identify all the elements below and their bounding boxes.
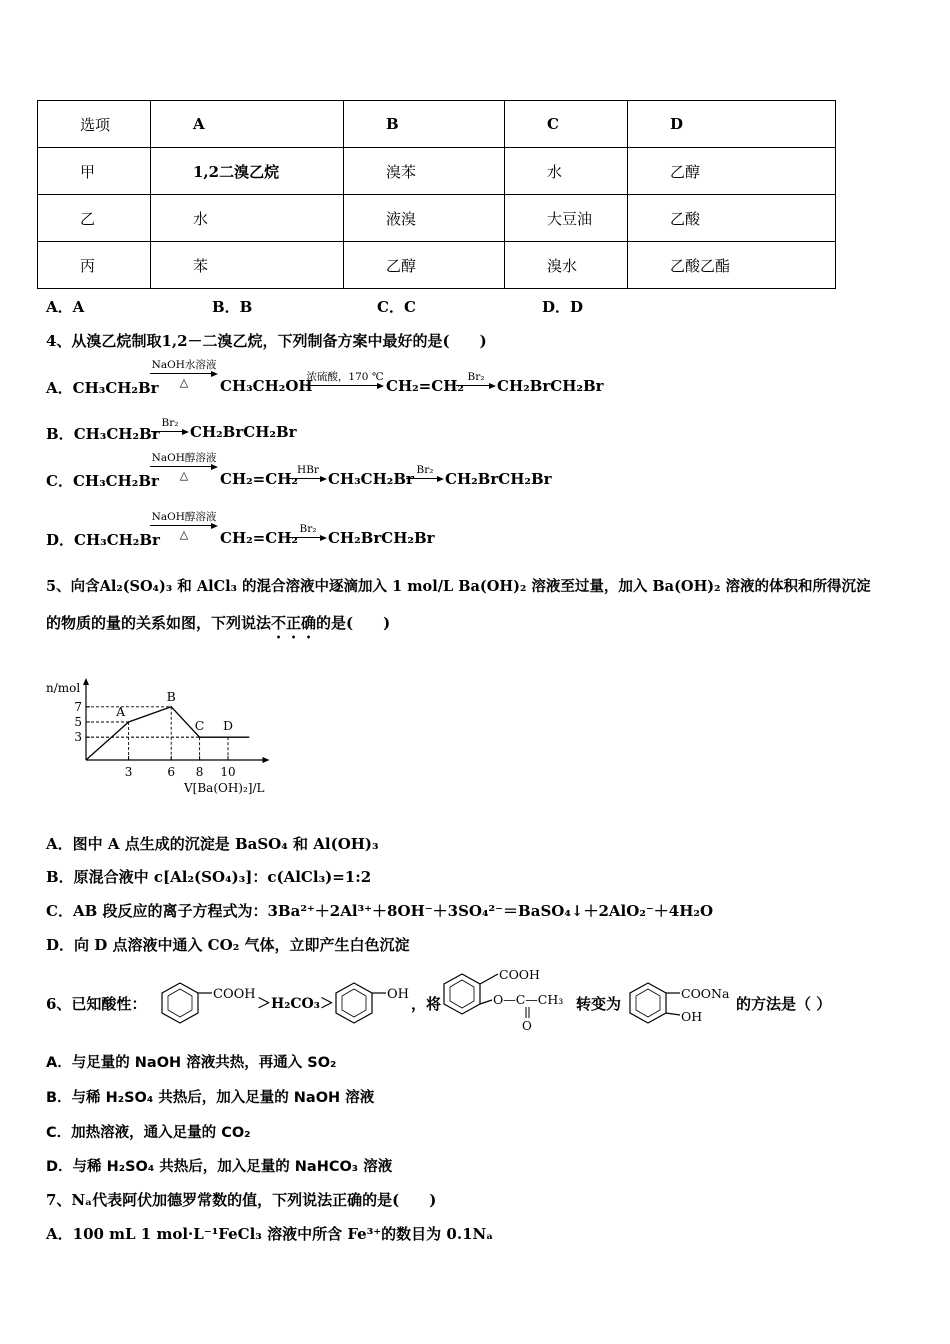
x-tick-label: 6 <box>167 765 176 779</box>
q4-c-product-1: CH₂=CH₂ <box>220 470 298 488</box>
q5-option-d: D．向 D 点溶液中通入 CO₂ 气体，立即产生白色沉淀 <box>46 936 410 954</box>
q5-option-c: C．AB 段反应的离子方程式为：3Ba²⁺＋2Al³⁺＋8OH⁻＋3SO₄²⁻＝BaSO₄↓＋2AlO₂⁻＋4H₂O <box>46 902 714 920</box>
point-label-a: A <box>116 704 126 719</box>
reaction-arrow: 浓硫酸，170 ℃ <box>306 371 384 389</box>
table-cell: 水 <box>505 148 628 195</box>
svg-text:COONa: COONa <box>681 986 730 1001</box>
table-cell: 大豆油 <box>505 195 628 242</box>
q4-a-product-1: CH₃CH₂OH <box>220 377 313 395</box>
table-cell: 液溴 <box>344 195 505 242</box>
q4-b-product: CH₂BrCH₂Br <box>190 423 297 441</box>
table-cell: D <box>628 101 836 148</box>
table-cell: 乙醇 <box>344 242 505 289</box>
q6-option-d: D．与稀 H₂SO₄ 共热后，加入足量的 NaHCO₃ 溶液 <box>46 1159 393 1175</box>
reaction-arrow: Br₂ <box>406 464 444 482</box>
table-cell: 溴水 <box>505 242 628 289</box>
x-axis-arrow <box>263 757 270 763</box>
point-label-c: C <box>194 718 205 734</box>
reaction-arrow: HBr <box>289 464 327 482</box>
table-cell: 乙酸乙酯 <box>628 242 836 289</box>
q5-option-b: B．原混合液中 c[Al₂(SO₄)₃]：c(AlCl₃)=1:2 <box>46 868 372 886</box>
x-axis-label: V[Ba(OH)₂]/L <box>184 781 265 795</box>
table-cell: 水 <box>151 195 344 242</box>
q6-option-c: C．加热溶液，通入足量的 CO₂ <box>46 1125 251 1141</box>
y-tick-label: 5 <box>74 715 82 729</box>
phenol-structure <box>326 974 414 1032</box>
sodium-salicylate-structure <box>622 975 736 1031</box>
point-label-b: B <box>166 688 176 704</box>
table-row <box>38 242 836 289</box>
y-tick-label: 3 <box>74 730 82 745</box>
q6-convert-label: 转变为 <box>576 995 622 1013</box>
question-6-stem: 6、已知酸性： <box>46 995 147 1013</box>
reaction-arrow: Br₂ <box>289 523 327 541</box>
table-cell: 乙 <box>38 195 151 242</box>
q4-a-product-3: CH₂BrCH₂Br <box>497 377 604 395</box>
table-cell: C <box>505 101 628 148</box>
table-row <box>38 101 836 148</box>
table-cell: B <box>344 101 505 148</box>
svg-text:O: O <box>522 1019 532 1033</box>
question-4-stem: 4、从溴乙烷制取1,2－二溴乙烷，下列制备方案中最好的是( ) <box>46 332 487 350</box>
q4-option-d: D．CH₃CH₂Br <box>46 531 160 549</box>
question-7-stem: 7、Nₐ代表阿伏加德罗常数的值，下列说法正确的是( ) <box>46 1191 437 1209</box>
aspirin-structure <box>436 962 576 1034</box>
question-5-stem-2: 的物质的量的关系如图，下列说法不正确的是( ) <box>46 614 391 632</box>
q4-option-c: C．CH₃CH₂Br <box>46 472 159 490</box>
q6-option-b: B．与稀 H₂SO₄ 共热后，加入足量的 NaOH 溶液 <box>46 1090 375 1106</box>
q6-tail: 的方法是（ ） <box>736 995 832 1013</box>
svg-text:OH: OH <box>681 1009 703 1024</box>
answer-option-d: D．D <box>542 298 584 316</box>
q4-c-product-2: CH₃CH₂Br <box>328 470 414 488</box>
answer-option-c: C．C <box>377 298 416 316</box>
q7-option-a: A．100 mL 1 mol·L⁻¹FeCl₃ 溶液中所含 Fe³⁺的数目为 0.1Nₐ <box>46 1225 494 1243</box>
reaction-arrow: NaOH水溶液 △ <box>151 359 217 389</box>
table-cell: 丙 <box>38 242 151 289</box>
q4-a-product-2: CH₂=CH₂ <box>386 377 464 395</box>
q6-option-a: A．与足量的 NaOH 溶液共热，再通入 SO₂ <box>46 1055 337 1071</box>
question-5-stem: 5、向含Al₂(SO₄)₃ 和 AlCl₃ 的混合溶液中逐滴加入 1 mol/L Ba(OH)₂ 溶液至过量，加入 Ba(OH)₂ 溶液的体积和所得沉淀 <box>46 578 871 595</box>
precipitate-chart <box>44 644 284 800</box>
q4-option-a: A．CH₃CH₂Br <box>46 379 159 397</box>
table-row <box>38 148 836 195</box>
table-cell: 选项 <box>38 101 151 148</box>
q6-connector: ，将 <box>411 995 442 1013</box>
series-line <box>86 707 249 760</box>
table-cell: 1,2二溴乙烷 <box>151 148 344 195</box>
q4-d-product-2: CH₂BrCH₂Br <box>328 529 435 547</box>
point-label-d: D <box>222 718 234 734</box>
x-tick-label: 10 <box>220 765 236 779</box>
reaction-arrow: Br₂ <box>151 417 189 435</box>
q4-d-product-1: CH₂=CH₂ <box>220 529 298 547</box>
table-cell: 苯 <box>151 242 344 289</box>
table-cell: 溴苯 <box>344 148 505 195</box>
x-tick-label: 8 <box>195 765 204 779</box>
table-row <box>38 195 836 242</box>
svg-text:O—C—CH₃: O—C—CH₃ <box>493 992 564 1007</box>
q5-option-a: A．图中 A 点生成的沉淀是 BaSO₄ 和 Al(OH)₃ <box>46 835 379 853</box>
x-tick-label: 3 <box>124 765 133 779</box>
svg-text:OH: OH <box>387 987 409 1002</box>
options-table <box>37 100 836 289</box>
table-cell: 甲 <box>38 148 151 195</box>
answer-option-a: A．A <box>46 298 85 316</box>
answer-option-b: B．B <box>212 298 253 316</box>
table-cell: A <box>151 101 344 148</box>
acidity-order: ＞H₂CO₃＞ <box>257 996 334 1012</box>
svg-text:COOH: COOH <box>213 987 256 1002</box>
q4-option-b: B．CH₃CH₂Br <box>46 425 160 443</box>
reaction-arrow: NaOH醇溶液 △ <box>151 511 217 541</box>
y-axis-arrow <box>83 678 89 685</box>
y-axis-label: n/mol <box>46 681 81 695</box>
table-cell: 乙酸 <box>628 195 836 242</box>
benzoic-acid-structure <box>152 974 256 1032</box>
q4-c-product-3: CH₂BrCH₂Br <box>445 470 552 488</box>
y-tick-label: 7 <box>74 699 82 714</box>
reaction-arrow: NaOH醇溶液 △ <box>151 452 217 482</box>
reaction-arrow: Br₂ <box>456 371 496 389</box>
svg-text:COOH: COOH <box>499 967 540 982</box>
table-cell: 乙醇 <box>628 148 836 195</box>
